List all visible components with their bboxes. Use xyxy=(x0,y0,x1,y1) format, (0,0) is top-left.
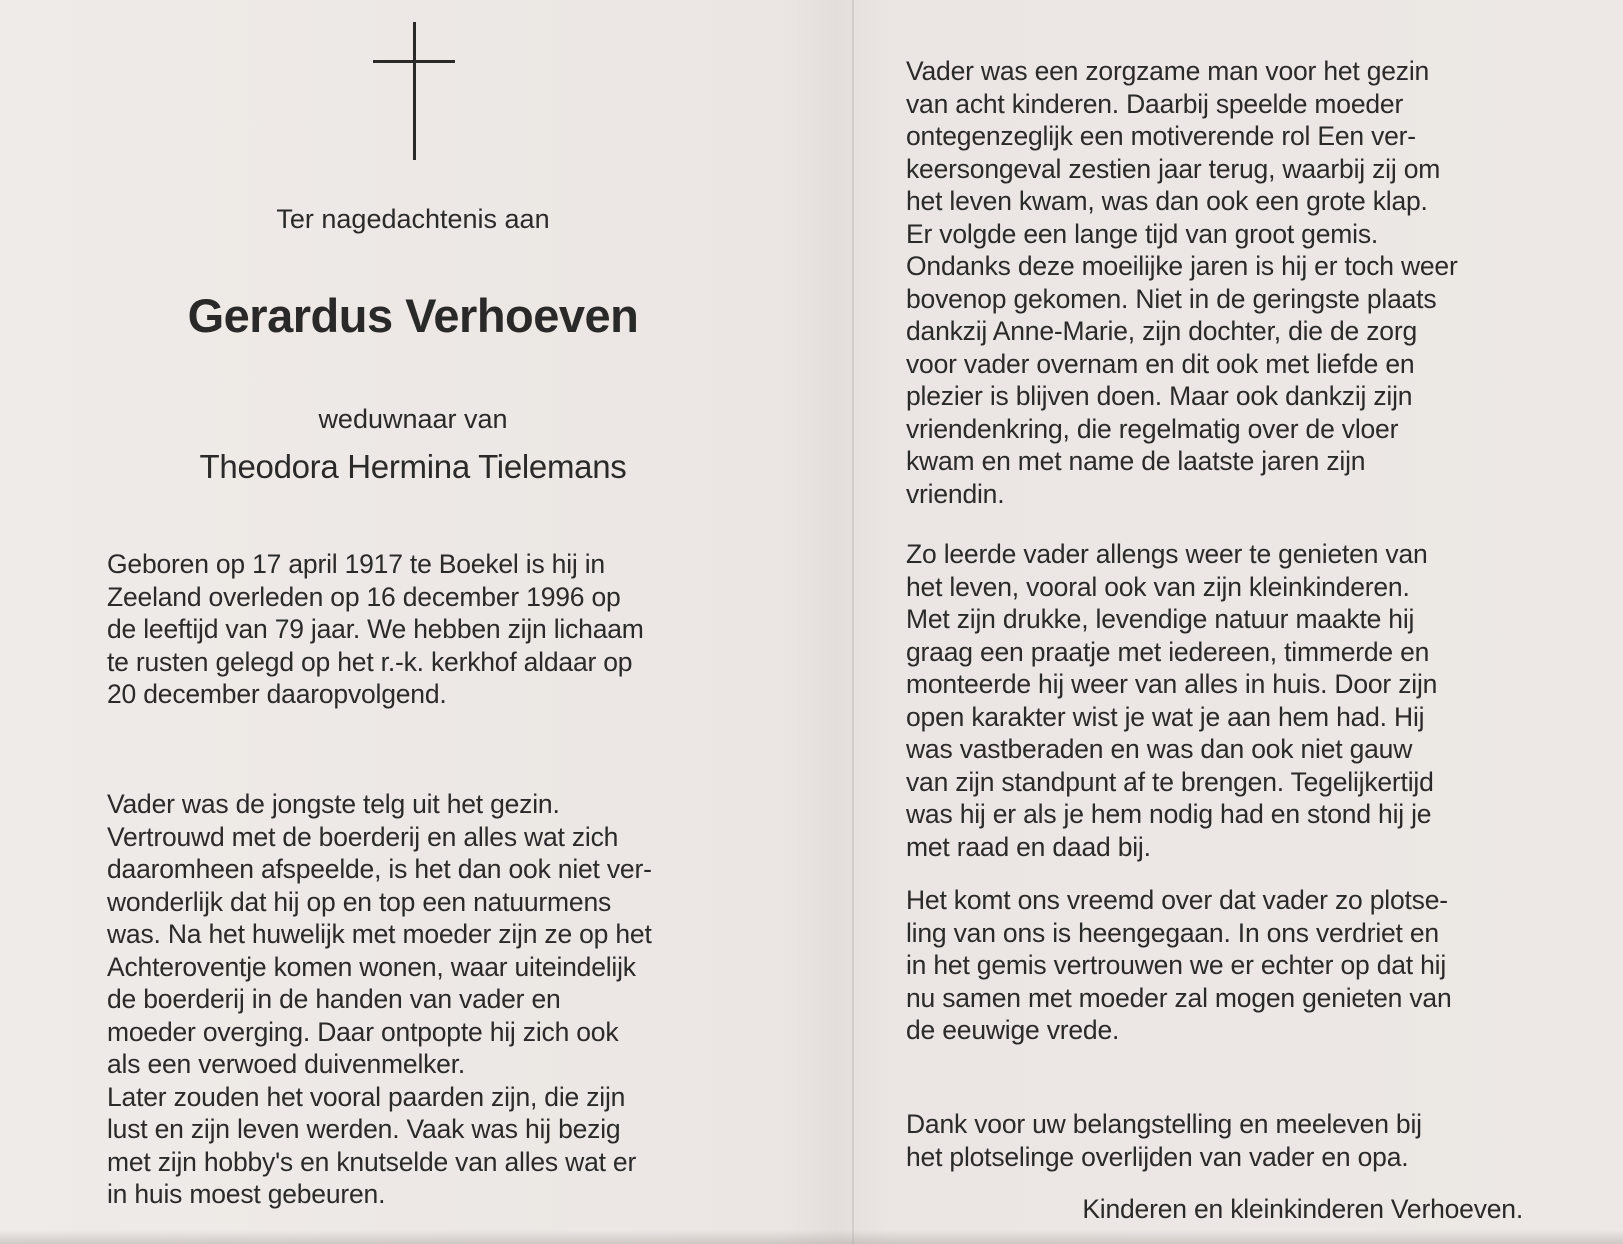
text-line: met zijn hobby's en knutselde van alles wat er xyxy=(107,1146,637,1177)
text-line: lust en zijn leven werden. Vaak was hij bezig xyxy=(107,1114,621,1144)
text-line: voor vader overnam en dit ook met liefde en xyxy=(906,348,1415,379)
text-line: open karakter wist je wat je aan hem had. Hij xyxy=(906,701,1425,732)
spouse-name: Theodora Hermina Tielemans xyxy=(199,448,627,485)
deceased-name: Gerardus Verhoeven xyxy=(187,289,639,342)
text-line: Geboren op 17 april 1917 te Boekel is hij in xyxy=(107,549,605,579)
text-line: Vader was een zorgzame man voor het gezin xyxy=(906,56,1430,86)
text-line: in huis moest gebeuren. xyxy=(107,1179,386,1209)
text-line: bovenop gekomen. Niet in de geringste plaats xyxy=(906,283,1437,314)
text-line: Dank voor uw belangstelling en meeleven bij xyxy=(906,1109,1422,1139)
text-line: het leven, vooral ook van zijn kleinkinderen. xyxy=(906,571,1410,602)
text-line: Later zouden het vooral paarden zijn, die zijn xyxy=(107,1081,626,1112)
text-line: daaromheen afspeelde, is het dan ook niet ver- xyxy=(107,854,652,884)
text-line: was. Na het huwelijk met moeder zijn ze op het xyxy=(107,919,652,949)
text-line: plezier is blijven doen. Maar ook dankzij zijn xyxy=(906,381,1413,411)
text-line: monteerde hij weer van alles in huis. Door zijn xyxy=(906,669,1438,699)
text-line: Het komt ons vreemd over dat vader zo plotse- xyxy=(906,885,1448,915)
text-line: de eeuwige vrede. xyxy=(906,1015,1120,1045)
text-line: wonderlijk dat hij op en top een natuurmens xyxy=(107,886,612,917)
text-line: 20 december daaropvolgend. xyxy=(107,679,447,709)
text-line: Vader was de jongste telg uit het gezin. xyxy=(107,789,560,819)
text-line: was vastberaden en was dan ook niet gauw xyxy=(906,734,1413,764)
text-line: Vertrouwd met de boerderij en alles wat zich xyxy=(107,821,619,852)
text-line: de boerderij in de handen van vader en xyxy=(107,984,561,1014)
thanks-paragraph xyxy=(906,1108,1422,1173)
text-line: het leven kwam, was dan ook een grote klap. xyxy=(906,186,1428,216)
text-line: kwam en met name de laatste jaren zijn xyxy=(906,446,1366,476)
text-line: met raad en daad bij. xyxy=(906,831,1151,862)
text-line: Met zijn drukke, levendige natuur maakte hij xyxy=(906,604,1415,634)
text-line: ling van ons is heengegaan. In ons verdriet en xyxy=(906,917,1439,948)
card-edge-shadow xyxy=(0,1230,1623,1244)
text-line: te rusten gelegd op het r.-k. kerkhof aldaar op xyxy=(107,646,633,677)
family-paragraph xyxy=(906,55,1458,510)
text-line: vriendin. xyxy=(906,478,1005,509)
text-line: Zeeland overleden op 16 december 1996 op xyxy=(107,581,621,612)
text-line: was hij er als je hem nodig had en stond hij je xyxy=(906,799,1432,829)
text-line: nu samen met moeder zal mogen genieten van xyxy=(906,982,1452,1013)
text-line: van zijn standpunt af te brengen. Tegelijkertijd xyxy=(906,766,1434,797)
farewell-paragraph xyxy=(906,884,1452,1047)
text-line: Er volgde een lange tijd van groot gemis. xyxy=(906,218,1379,249)
text-line: de leeftijd van 79 jaar. We hebben zijn lichaam xyxy=(107,614,644,644)
intro-text: Ter nagedachtenis aan xyxy=(276,204,550,234)
signature-line: Kinderen en kleinkinderen Verhoeven. xyxy=(1082,1194,1523,1224)
text-line: graag een praatje met iedereen, timmerde en xyxy=(906,636,1430,667)
text-line: keersongeval zestien jaar terug, waarbij zij om xyxy=(906,153,1441,184)
text-line: ontegenzeglijk een motiverende rol Een ver- xyxy=(906,121,1416,151)
text-line: vriendenkring, die regelmatig over de vloer xyxy=(906,413,1399,444)
widower-label: weduwnaar van xyxy=(318,404,508,434)
text-line: Ondanks deze moeilijke jaren is hij er toch weer xyxy=(906,251,1458,281)
cross-vertical-bar xyxy=(413,22,416,160)
character-paragraph xyxy=(906,538,1437,863)
life-paragraph xyxy=(107,788,652,1211)
text-line: Zo leerde vader allengs weer te genieten van xyxy=(906,539,1428,569)
card-fold-line xyxy=(852,0,854,1244)
text-line: in het gemis vertrouwen we er echter op dat hij xyxy=(906,950,1447,980)
text-line: moeder overging. Daar ontpopte hij zich ook xyxy=(107,1016,619,1047)
text-line: dankzij Anne-Marie, zijn dochter, die de zorg xyxy=(906,316,1417,346)
text-line: als een verwoed duivenmelker. xyxy=(107,1049,466,1079)
birth-paragraph xyxy=(107,548,644,711)
text-line: Achteroventje komen wonen, waar uiteindelijk xyxy=(107,951,636,982)
cross-horizontal-bar xyxy=(373,60,455,63)
text-line: van acht kinderen. Daarbij speelde moeder xyxy=(906,88,1404,119)
text-line: het plotselinge overlijden van vader en opa. xyxy=(906,1141,1409,1172)
